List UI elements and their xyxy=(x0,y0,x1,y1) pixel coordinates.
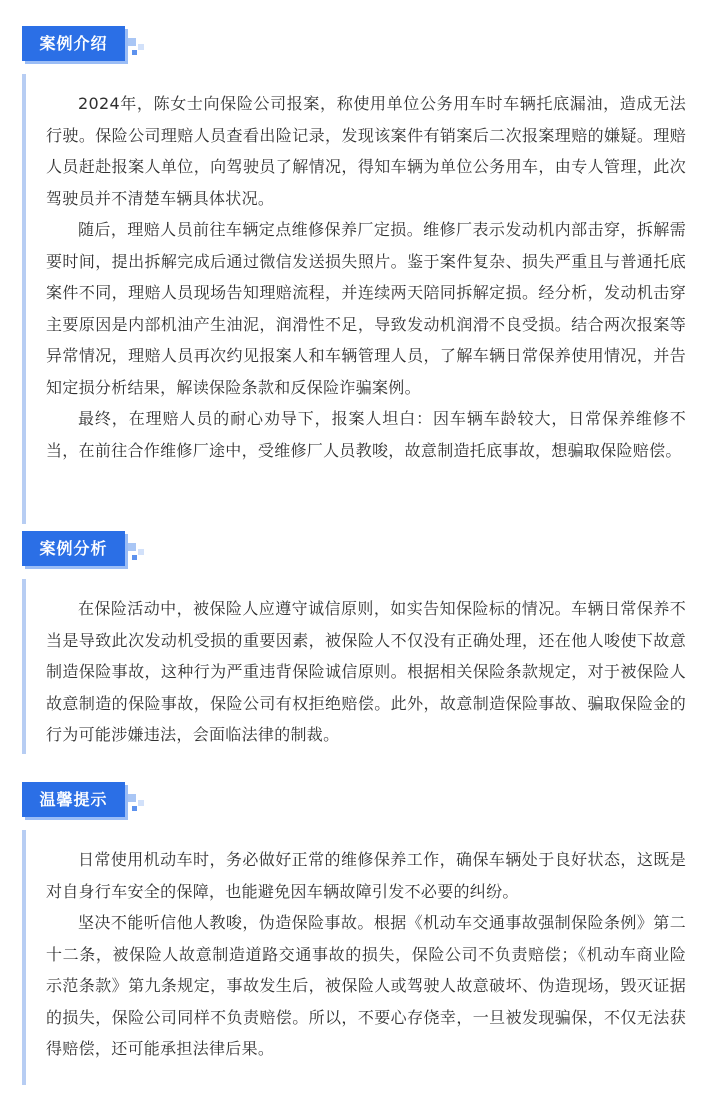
section-body xyxy=(46,844,686,1065)
content-side-bar xyxy=(22,74,26,524)
section-tag xyxy=(22,782,125,817)
section-header xyxy=(22,782,152,820)
pixel-decoration-icon xyxy=(128,543,136,551)
pixel-decoration-icon xyxy=(128,38,136,46)
section-tips xyxy=(0,782,705,1097)
pixel-decoration-icon xyxy=(132,50,137,55)
section-tag xyxy=(22,26,125,61)
section-header xyxy=(22,26,152,64)
content-side-bar xyxy=(22,579,26,754)
pixel-decoration-icon xyxy=(138,800,144,806)
section-body xyxy=(46,88,686,466)
section-case-analysis xyxy=(0,531,705,761)
pixel-decoration-icon xyxy=(132,555,137,560)
section-tag xyxy=(22,531,125,566)
paragraph: 在保险活动中，被保险人应遵守诚信原则，如实告知保险标的情况。车辆日常保养不当是导致此次发动机受损的重要因素，被保险人不仅没有正确处理，还在他人唆使下故意制造保险事故，这种行为严重违背保险诚信原则。根据相关保险条款规定，对于被保险人故意制造的保险事故，保险公司有权拒绝赔偿。此外，故意制造保险事故、骗取保险金的行为可能涉嫌违法，会面临法律的制裁。 xyxy=(46,599,686,744)
pixel-decoration-icon xyxy=(138,44,144,50)
section-title: 案例介绍 xyxy=(39,34,108,53)
content-side-bar xyxy=(22,830,26,1085)
section-title: 案例分析 xyxy=(39,539,108,558)
pixel-decoration-icon xyxy=(128,794,136,802)
paragraph: 随后，理赔人员前往车辆定点维修保养厂定损。维修厂表示发动机内部击穿，拆解需要时间，提出拆解完成后通过微信发送损失照片。鉴于案件复杂、损失严重且与普通托底案件不同，理赔人员现场告知理赔流程，并连续两天陪同拆解定损。经分析，发动机击穿主要原因是内部机油产生油泥，润滑性不足，导致发动机润滑不良受损。结合两次报案等异常情况，理赔人员再次约见报案人和车辆管理人员，了解车辆日常保养使用情况，并告知定损分析结果，解读保险条款和反保险诈骗案例。 xyxy=(46,220,686,397)
pixel-decoration-icon xyxy=(138,549,144,555)
section-body xyxy=(46,593,686,751)
pixel-decoration-icon xyxy=(132,806,137,811)
paragraph: 日常使用机动车时，务必做好正常的维修保养工作，确保车辆处于良好状态，这既是对自身行车安全的保障，也能避免因车辆故障引发不必要的纠纷。 xyxy=(46,850,686,901)
paragraph: 最终，在理赔人员的耐心劝导下，报案人坦白：因车辆车龄较大，日常保养维修不当，在前往合作维修厂途中，受维修厂人员教唆，故意制造托底事故，想骗取保险赔偿。 xyxy=(46,409,686,460)
paragraph: 坚决不能听信他人教唆，伪造保险事故。根据《机动车交通事故强制保险条例》第二十二条，被保险人故意制造道路交通事故的损失，保险公司不负责赔偿；《机动车商业险示范条款》第九条规定，事故发生后，被保险人或驾驶人故意破坏、伪造现场，毁灭证据的损失，保险公司同样不负责赔偿。所以，不要心存侥幸，一旦被发现骗保，不仅无法获得赔偿，还可能承担法律后果。 xyxy=(46,913,686,1058)
section-title: 温馨提示 xyxy=(39,790,108,809)
section-header xyxy=(22,531,152,569)
section-case-intro xyxy=(0,26,705,526)
paragraph: 2024年，陈女士向保险公司报案，称使用单位公务用车时车辆托底漏油，造成无法行驶。保险公司理赔人员查看出险记录，发现该案件有销案后二次报案理赔的嫌疑。理赔人员赶赴报案人单位，向驾驶员了解情况，得知车辆为单位公务用车，由专人管理，此次驾驶员并不清楚车辆具体状况。 xyxy=(46,94,686,208)
